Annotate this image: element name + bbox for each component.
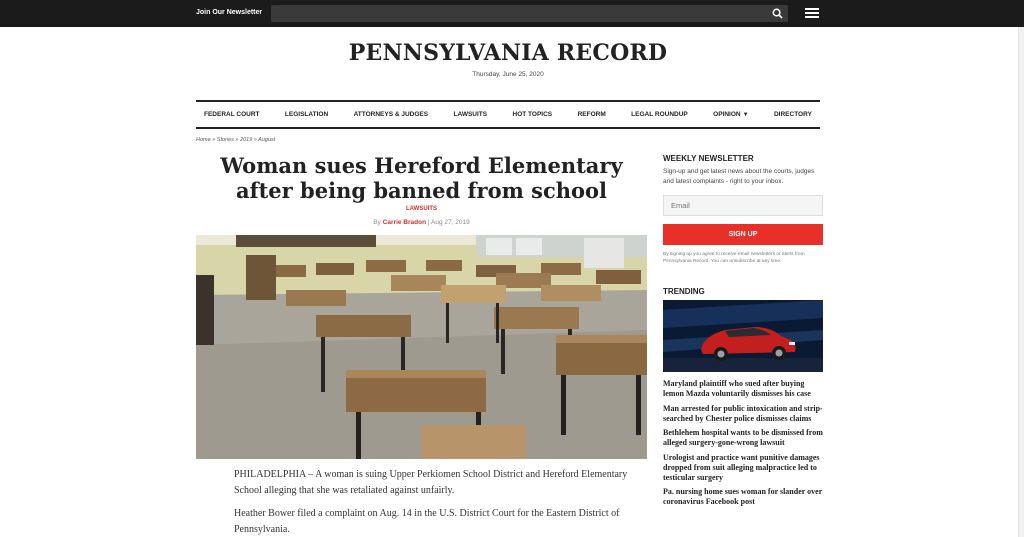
hamburger-menu-icon[interactable] bbox=[805, 8, 819, 19]
sign-up-button[interactable]: SIGN UP bbox=[663, 224, 823, 245]
article-headline: Woman sues Hereford Elementary after being banned from school bbox=[220, 153, 623, 203]
newsletter-description: Sign-up and get latest news about the courts, judges and latest complaints - right to your inbox. bbox=[663, 168, 815, 185]
article-date: | Aug 27, 2019 bbox=[427, 219, 470, 226]
article-paragraph: Heather Bower filed a complaint on Aug. 14 in the U.S. District Court for the Eastern District of Pennsylvania. bbox=[234, 508, 620, 535]
trending-item[interactable]: Urologist and practice want punitive damages dropped from suit alleging malpractice led to testicular surgery bbox=[663, 452, 820, 482]
author-link[interactable]: Carrie Bradon bbox=[382, 219, 427, 226]
email-field[interactable] bbox=[663, 195, 823, 216]
search-input[interactable] bbox=[271, 5, 788, 22]
classroom-desks-image bbox=[196, 235, 647, 459]
trending-story-image[interactable] bbox=[663, 300, 823, 372]
newsletter-disclaimer: By signing up you agree to receive email newsletters or alerts from Pennsylvania Record. You can unsubscribe at any time. bbox=[663, 252, 805, 264]
join-newsletter-link[interactable]: Join Our Newsletter bbox=[196, 9, 263, 16]
article-hero-image bbox=[196, 235, 647, 459]
nav-item-reform[interactable]: REFORM bbox=[577, 111, 606, 118]
trending-list bbox=[663, 379, 825, 512]
top-bar bbox=[0, 0, 1024, 27]
chevron-down-icon: ▼ bbox=[742, 112, 749, 118]
site-date: Thursday, June 25, 2020 bbox=[472, 71, 544, 78]
newsletter-heading: WEEKLY NEWSLETTER bbox=[663, 154, 754, 163]
nav-item-hot-topics[interactable]: HOT TOPICS bbox=[512, 111, 553, 118]
trending-heading: TRENDING bbox=[663, 287, 705, 296]
article-byline bbox=[196, 219, 647, 226]
nav-item-attorneys-judges[interactable]: ATTORNEYS & JUDGES bbox=[353, 111, 429, 118]
nav-item-legislation[interactable]: LEGISLATION bbox=[284, 111, 329, 118]
red-car-image bbox=[663, 300, 823, 372]
nav-item-opinion[interactable] bbox=[713, 111, 748, 118]
nav-item-opinion-label: OPINION bbox=[713, 111, 741, 118]
scrollbar[interactable] bbox=[1018, 27, 1024, 537]
article-category[interactable]: LAWSUITS bbox=[406, 206, 437, 212]
trending-item[interactable]: Maryland plaintiff who sued after buying lemon Mazda voluntarily dismisses his case bbox=[663, 379, 811, 398]
nav-item-federal-court[interactable]: FEDERAL COURT bbox=[204, 111, 260, 118]
trending-item[interactable]: Man arrested for public intoxication and strip-searched by Chester police dismisses claims bbox=[663, 403, 823, 423]
breadcrumb[interactable]: Home » Stories » 2019 » August bbox=[196, 137, 276, 143]
nav-item-legal-roundup[interactable]: LEGAL ROUNDUP bbox=[631, 111, 688, 118]
trending-item[interactable]: Pa. nursing home sues woman for slander over coronavirus Facebook post bbox=[663, 487, 823, 506]
article-paragraph: PHILADELPHIA – A woman is suing Upper Perkiomen School District and Hereford Elementary School alleging that she was retaliated against unfairly. bbox=[234, 469, 628, 496]
nav-item-directory[interactable]: DIRECTORY bbox=[773, 111, 812, 118]
byline-prefix: By bbox=[373, 219, 381, 226]
nav-item-lawsuits[interactable]: LAWSUITS bbox=[453, 111, 488, 118]
search-icon[interactable] bbox=[772, 8, 783, 19]
site-title[interactable]: PENNSYLVANIA RECORD bbox=[348, 40, 668, 66]
main-nav bbox=[196, 100, 820, 129]
trending-item[interactable]: Bethlehem hospital wants to be dismissed from alleged surgery-gone-wrong lawsuit bbox=[663, 428, 823, 447]
